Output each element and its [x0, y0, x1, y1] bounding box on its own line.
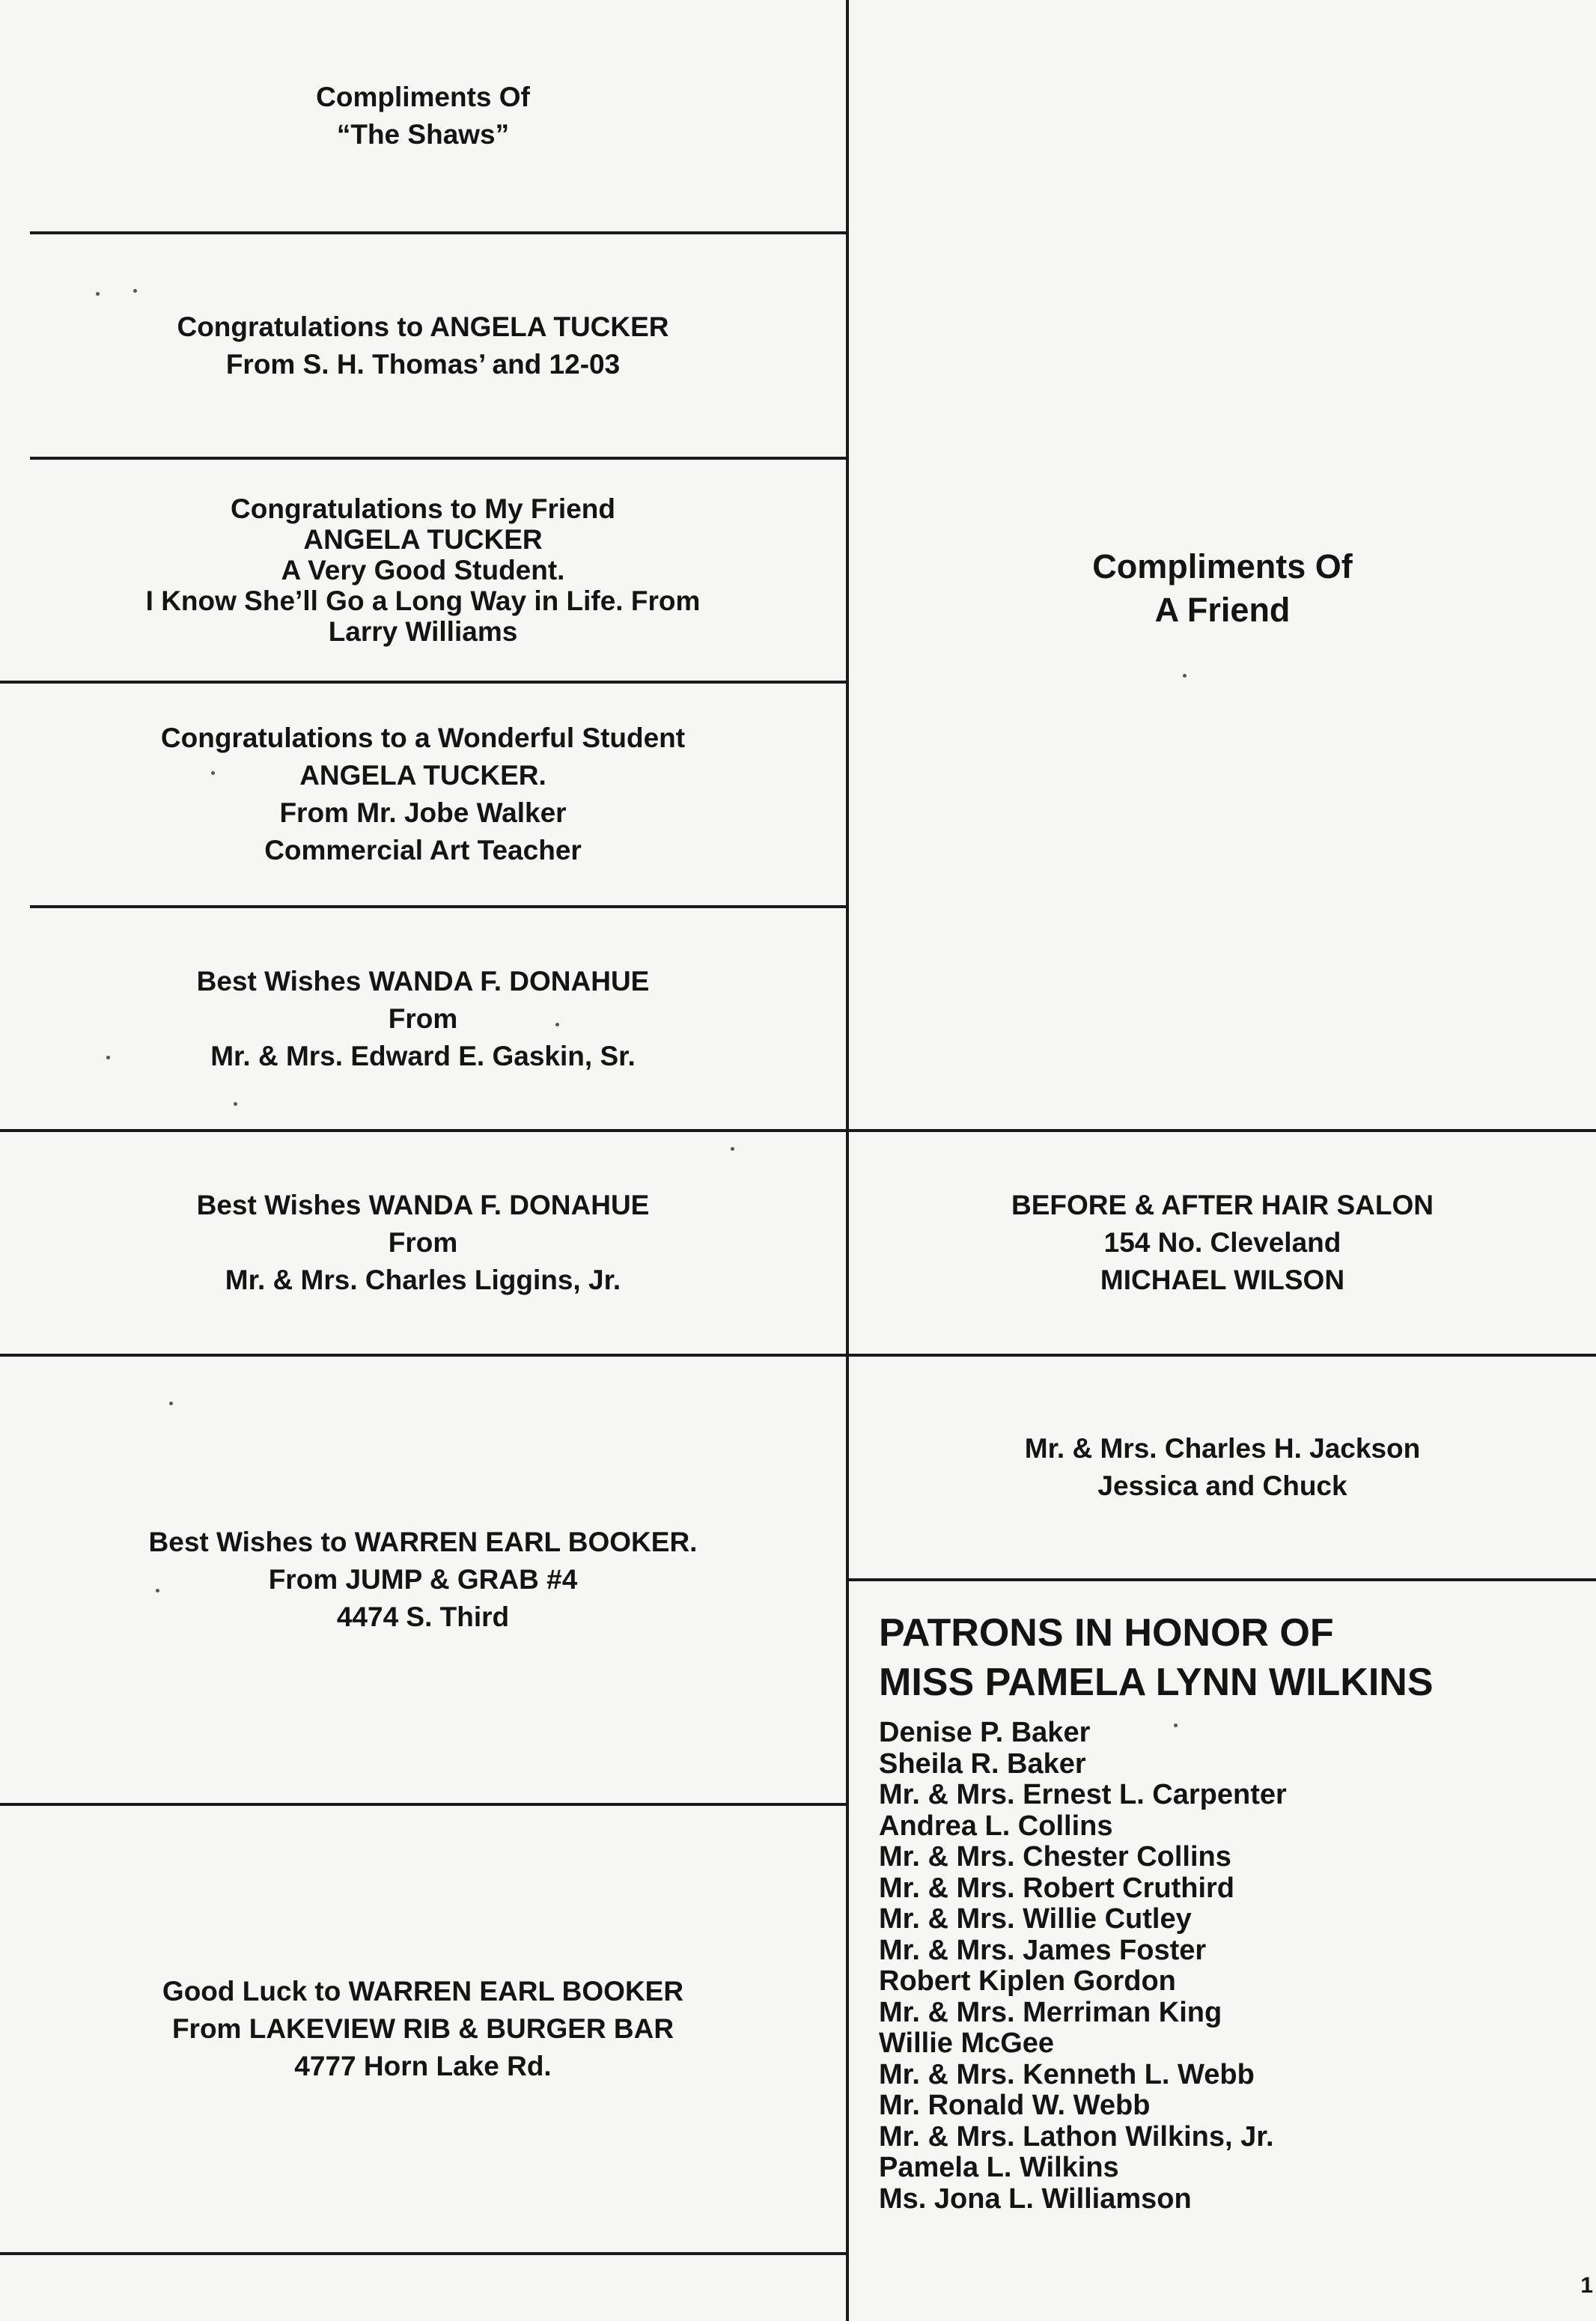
ad-jobe-walker: [0, 684, 846, 905]
patrons-heading-line: PATRONS IN HONOR OF: [879, 1611, 1334, 1655]
ad-hair-salon: [849, 1132, 1596, 1354]
ad-line: Best Wishes WANDA F. DONAHUE: [196, 965, 650, 997]
patron-name: Mr. & Mrs. Ernest L. Carpenter: [879, 1779, 1287, 1810]
ad-line: From S. H. Thomas’ and 12-03: [225, 348, 621, 380]
ad-line: 154 No. Cleveland: [1103, 1227, 1341, 1258]
patron-name: Mr. & Mrs. Robert Cruthird: [879, 1872, 1235, 1904]
print-speck: [555, 1023, 559, 1026]
ad-line: Commercial Art Teacher: [264, 835, 582, 866]
ad-line: From Mr. Jobe Walker: [279, 797, 567, 828]
ad-line: Congratulations to ANGELA TUCKER: [177, 311, 669, 342]
patron-name: Willie McGee: [879, 2028, 1055, 2059]
ad-line: Best Wishes WANDA F. DONAHUE: [196, 1190, 650, 1220]
ad-line: MICHAEL WILSON: [1100, 1265, 1345, 1295]
ad-line: Larry Williams: [328, 616, 518, 647]
ad-jump-and-grab: [0, 1357, 846, 1803]
ad-line: 4474 S. Third: [336, 1601, 510, 1632]
ad-line: Good Luck to WARREN EARL BOOKER: [162, 1976, 684, 2007]
patron-list: [879, 1718, 1553, 2215]
ad-line: ANGELA TUCKER: [303, 524, 543, 555]
patron-name: Sheila R. Baker: [879, 1747, 1086, 1780]
patron-name: Denise P. Baker: [879, 1717, 1091, 1748]
page-number: 1: [1580, 2273, 1593, 2298]
patron-name: Mr. Ronald W. Webb: [879, 2090, 1151, 2121]
print-speck: [133, 289, 137, 293]
print-speck: [106, 1056, 110, 1059]
patron-name: Mr. & Mrs. Merriman King: [879, 1996, 1222, 2028]
print-speck: [234, 1102, 237, 1106]
print-speck: [169, 1402, 173, 1405]
ad-line: ANGELA TUCKER.: [299, 760, 546, 791]
ad-line: From: [388, 1227, 458, 1258]
patron-name: Mr. & Mrs. Kenneth L. Webb: [879, 2058, 1255, 2090]
print-speck: [211, 771, 215, 775]
patron-name: Mr. & Mrs. Chester Collins: [879, 1841, 1231, 1873]
ad-line: Mr. & Mrs. Charles Liggins, Jr.: [225, 1265, 621, 1295]
ad-liggins: [0, 1132, 846, 1354]
right-divider-1: [846, 1578, 1596, 1581]
patrons-heading-line: MISS PAMELA LYNN WILKINS: [879, 1661, 1434, 1704]
ad-shaws: [0, 0, 846, 231]
ad-line: Mr. & Mrs. Edward E. Gaskin, Sr.: [210, 1040, 636, 1071]
ad-thomas: [0, 234, 846, 457]
print-speck: [731, 1147, 734, 1151]
ad-lakeview-rib: [0, 1806, 846, 2252]
ad-line: Congratulations to a Wonderful Student: [160, 723, 686, 753]
patron-name: Robert Kiplen Gordon: [879, 1965, 1176, 1997]
ad-line: “The Shaws”: [336, 118, 510, 150]
ad-line: A Friend: [1154, 591, 1291, 629]
ad-line: BEFORE & AFTER HAIR SALON: [1011, 1190, 1434, 1220]
ad-line: From: [388, 1003, 458, 1034]
ad-line: I Know She’ll Go a Long Way in Life. From: [145, 585, 701, 616]
ad-a-friend: [849, 0, 1596, 1129]
patron-name: Mr. & Mrs. Lathon Wilkins, Jr.: [879, 2120, 1274, 2153]
ad-line: From JUMP & GRAB #4: [268, 1564, 578, 1595]
ad-line: 4777 Horn Lake Rd.: [294, 2051, 552, 2081]
ad-line: Jessica and Chuck: [1097, 1470, 1347, 1501]
print-speck: [1174, 1724, 1178, 1727]
print-speck: [1183, 674, 1187, 678]
ad-line: From LAKEVIEW RIB & BURGER BAR: [171, 2013, 674, 2044]
print-speck: [96, 292, 100, 296]
ad-line: Compliments Of: [316, 81, 530, 112]
left-divider-8: [0, 2252, 847, 2255]
ad-line: Mr. & Mrs. Charles H. Jackson: [1024, 1433, 1421, 1464]
patron-name: Mr. & Mrs. James Foster: [879, 1934, 1207, 1966]
patron-name: Pamela L. Wilkins: [879, 2152, 1119, 2183]
patron-name: Ms. Jona L. Williamson: [879, 2182, 1192, 2215]
patrons-heading: [879, 1608, 1553, 1707]
ad-line: Congratulations to My Friend: [231, 493, 615, 524]
ad-larry-williams: [0, 460, 846, 681]
patrons-block: [879, 1608, 1553, 2215]
ad-line: Compliments Of: [1092, 547, 1353, 585]
ad-jackson: [849, 1357, 1596, 1578]
ad-line: Best Wishes to WARREN EARL BOOKER.: [148, 1527, 698, 1557]
print-speck: [156, 1589, 159, 1593]
patron-name: Andrea L. Collins: [879, 1810, 1113, 1842]
patron-name: Mr. & Mrs. Willie Cutley: [879, 1903, 1192, 1935]
ad-gaskin: [0, 908, 846, 1129]
ad-line: A Very Good Student.: [281, 555, 565, 585]
